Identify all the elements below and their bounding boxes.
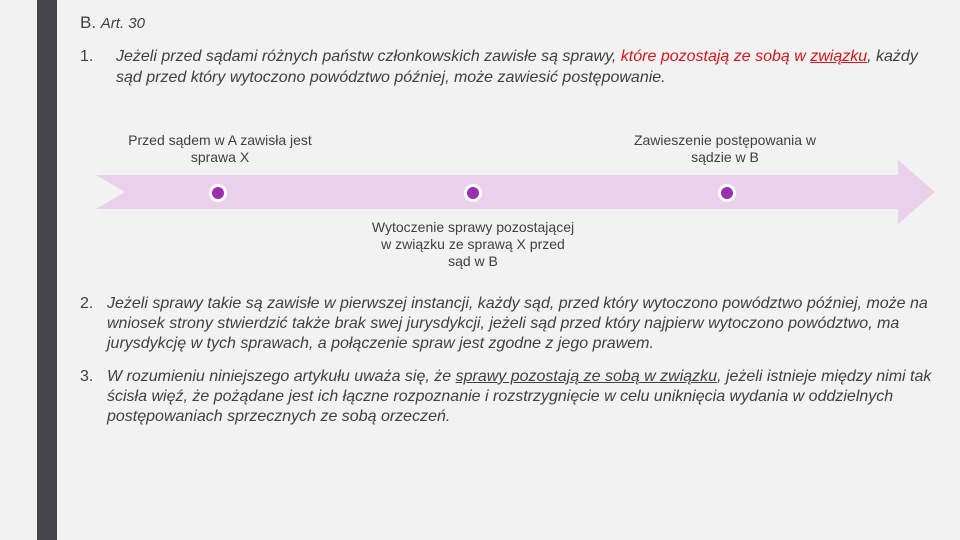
paragraph-3-underlined: sprawy pozostają ze sobą w związku xyxy=(455,368,718,385)
timeline-dot-right xyxy=(718,184,736,202)
paragraph-3-text-a: W rozumieniu niniejszego artykułu uważa się, że xyxy=(107,368,456,385)
paragraph-3-number: 3. xyxy=(80,368,94,385)
paragraph-3 xyxy=(80,367,950,427)
timeline-dot-middle xyxy=(464,184,482,202)
timeline-label-middle: Wytoczenie sprawy pozostającej w związku ze sprawą X przed sąd w B xyxy=(371,219,575,269)
paragraph-2 xyxy=(80,294,950,354)
paragraph-2-number: 2. xyxy=(80,295,94,312)
title-prefix: B. xyxy=(80,13,97,32)
timeline-label-right: Zawieszenie postępowania w sądzie w B xyxy=(633,132,817,165)
paragraph-1-text-a: Jeżeli przed sądami różnych państw członkowskich zawisłe są sprawy, xyxy=(116,48,621,65)
paragraph-2-body: Jeżeli sprawy takie są zawisłe w pierwszej instancji, każdy sąd, przed który wytoczono powództwo później, może na wniosek strony stwierdzić także brak swej jurysdykcji, jeżeli sąd przed który najpierw wytoczono powództwo, ma jurysdykcję w tych sprawach, a połączenie spraw jest zgodne z jego prawem. xyxy=(107,295,928,352)
title-article: Art. 30 xyxy=(100,15,145,32)
slide-title xyxy=(80,13,145,33)
paragraph-1-body xyxy=(116,46,930,88)
paragraph-3-body xyxy=(107,367,950,427)
paragraph-1-highlight-underlined: związku xyxy=(810,48,868,65)
timeline-label-left: Przed sądem w A zawisła jest sprawa X xyxy=(128,132,312,165)
timeline-dot-left xyxy=(209,184,227,202)
side-accent-bar xyxy=(37,0,57,540)
paragraph-3-text-b: , jeżeli istnieje między nimi tak ścisła więź, że pożądane jest ich łączne rozpoznanie i rozstrzygnięcie w celu uniknięcia wydania w oddzielnych postępowaniach sprzecznych ze sobą orzeczeń. xyxy=(107,368,932,425)
paragraph-1-number: 1. xyxy=(80,48,94,65)
paragraph-1-text-b: , każdy sąd przed który wytoczono powództwo później, może zawiesić postępowanie. xyxy=(116,48,918,86)
paragraph-1-highlight: które pozostają ze sobą w xyxy=(620,48,811,65)
paragraph-1 xyxy=(80,46,930,88)
